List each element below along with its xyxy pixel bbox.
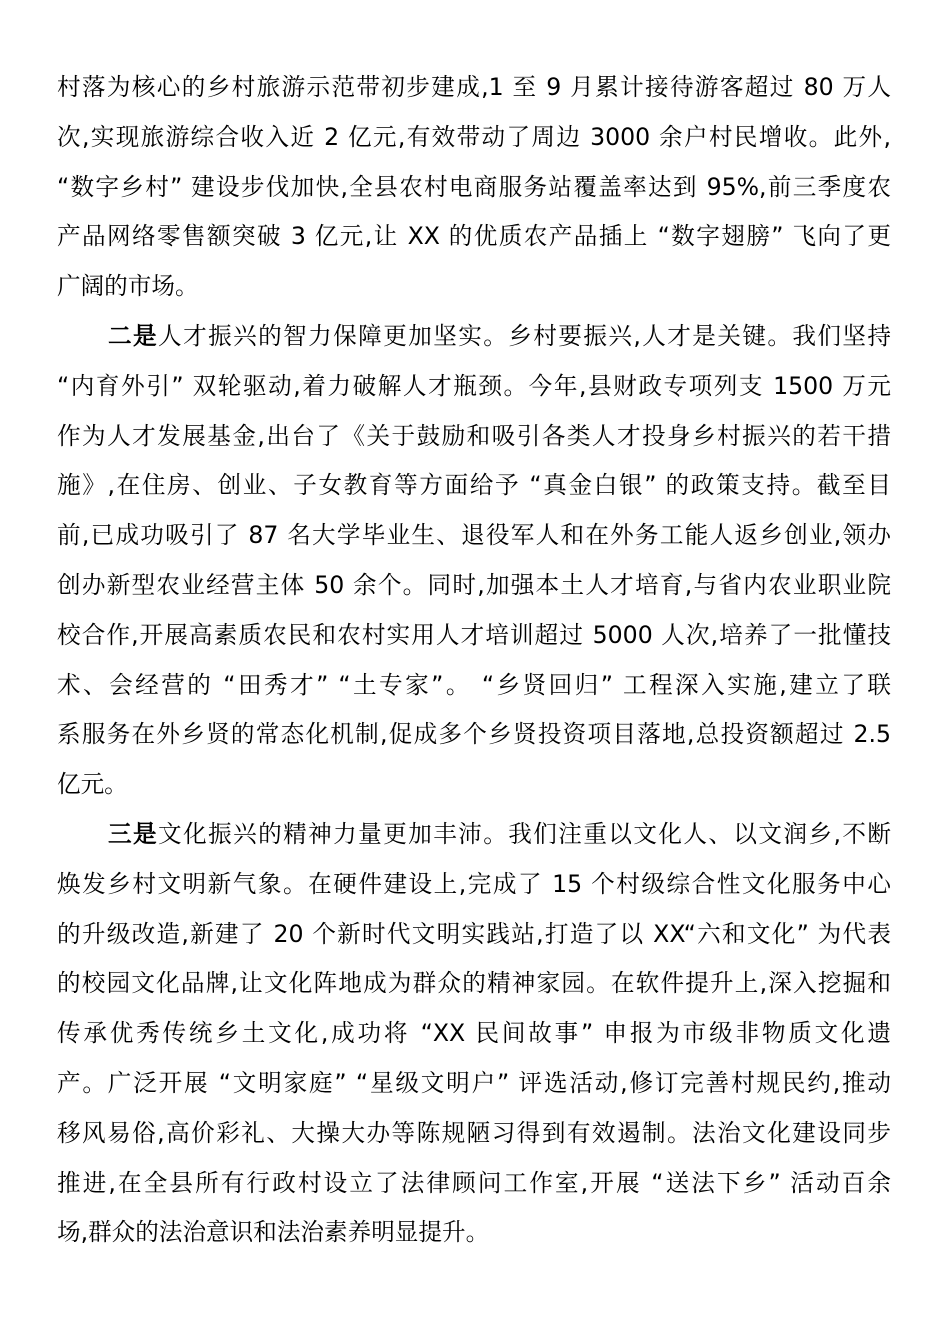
text-span: 文化振兴的精神力量更加丰沛。我们注重以文化人、以文润乡,不断 bbox=[158, 819, 891, 848]
document-page bbox=[57, 63, 891, 1258]
text-line: 传承优秀传统乡土文化,成功将 “XX 民间故事” 申报为市级非物质文化遗 bbox=[57, 1019, 891, 1048]
text-line: 前,已成功吸引了 87 名大学毕业生、退役军人和在外务工能人返乡创业,领办 bbox=[57, 521, 891, 550]
text-line bbox=[57, 312, 891, 362]
text-line: 村落为核心的乡村旅游示范带初步建成,1 至 9 月累计接待游客超过 80 万人 bbox=[57, 73, 891, 101]
text-line: 校合作,开展高素质农民和农村实用人才培训超过 5000 人次,培养了一批懂技 bbox=[57, 620, 891, 649]
text-line: 次,实现旅游综合收入近 2 亿元,有效带动了周边 3000 余户村民增收。此外, bbox=[57, 122, 891, 151]
text-line: 系服务在外乡贤的常态化机制,促成多个乡贤投资项目落地,总投资额超过 2.5 bbox=[57, 720, 891, 749]
text-line: 施》,在住房、创业、子女教育等方面给予 “真金白银” 的政策支持。截至目 bbox=[57, 471, 891, 500]
text-line: 作为人才发展基金,出台了《关于鼓励和吸引各类人才投身乡村振兴的若干措 bbox=[57, 421, 891, 450]
text-line: 移风易俗,高价彩礼、大操大办等陈规陋习得到有效遏制。法治文化建设同步 bbox=[57, 1118, 891, 1147]
text-line bbox=[57, 810, 891, 860]
text-line: 的升级改造,新建了 20 个新时代文明实践站,打造了以 XX“六和文化” 为代表 bbox=[57, 919, 891, 948]
text-line: 产品网络零售额突破 3 亿元,让 XX 的优质农产品插上 “数字翅膀” 飞向了更 bbox=[57, 222, 891, 251]
text-line: 焕发乡村文明新气象。在硬件建设上,完成了 15 个村级综合性文化服务中心 bbox=[57, 869, 891, 898]
text-line: 产。广泛开展 “文明家庭” “星级文明户” 评选活动,修订完善村规民约,推动 bbox=[57, 1068, 891, 1097]
text-line: 术、会经营的 “田秀才” “土专家”。 “乡贤回归” 工程深入实施,建立了联 bbox=[57, 670, 891, 699]
paragraph-tourism-digital bbox=[57, 63, 891, 312]
text-line: “内育外引” 双轮驱动,着力破解人才瓶颈。今年,县财政专项列支 1500 万元 bbox=[57, 371, 891, 400]
paragraph-talent-revitalization bbox=[57, 312, 891, 810]
paragraph-culture-revitalization bbox=[57, 810, 891, 1258]
text-line: 场,群众的法治意识和法治素养明显提升。 bbox=[57, 1218, 490, 1247]
paragraph-lead: 二是 bbox=[108, 321, 159, 350]
text-line: 广阔的市场。 bbox=[57, 272, 199, 301]
text-line: 亿元。 bbox=[57, 770, 128, 799]
text-line: 创办新型农业经营主体 50 余个。同时,加强本土人才培育,与省内农业职业院 bbox=[57, 570, 891, 599]
paragraph-lead: 三是 bbox=[108, 819, 159, 848]
text-line: 的校园文化品牌,让文化阵地成为群众的精神家园。在软件提升上,深入挖掘和 bbox=[57, 969, 891, 998]
text-line: “数字乡村” 建设步伐加快,全县农村电商服务站覆盖率达到 95%,前三季度农 bbox=[57, 172, 891, 201]
text-line: 推进,在全县所有行政村设立了法律顾问工作室,开展 “送法下乡” 活动百余 bbox=[57, 1168, 891, 1197]
text-span: 人才振兴的智力保障更加坚实。乡村要振兴,人才是关键。我们坚持 bbox=[158, 321, 891, 350]
